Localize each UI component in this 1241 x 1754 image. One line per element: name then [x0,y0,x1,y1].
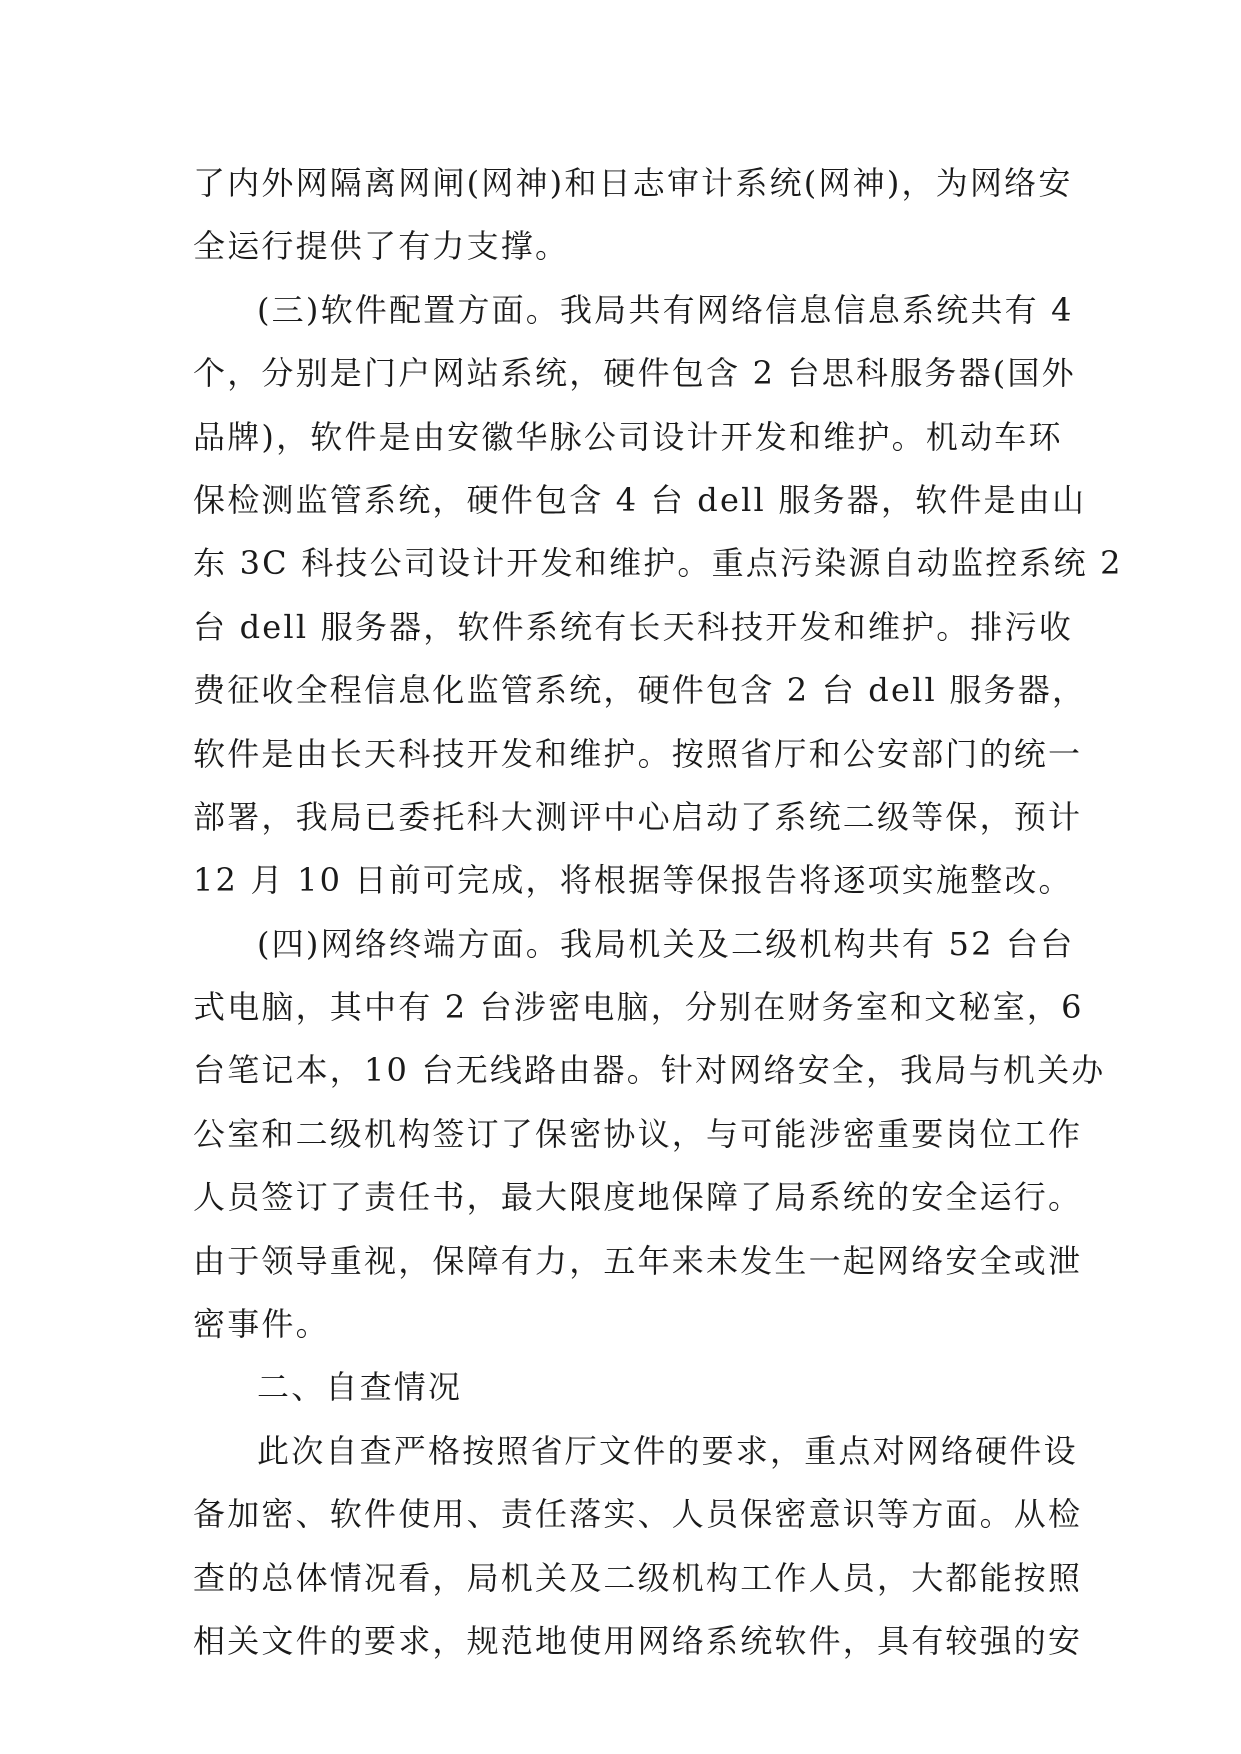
body-line: 个，分别是门户网站系统，硬件包含 2 台思科服务器(国外 [193,354,1076,393]
body-line: 部署，我局已委托科大测评中心启动了系统二级等保，预计 [193,797,1083,836]
body-line: 东 3C 科技公司设计开发和维护。重点污染源自动监控系统 2 [193,544,1123,583]
body-line: 公室和二级机构签订了保密协议，与可能涉密重要岗位工作 [193,1114,1083,1153]
body-line: 相关文件的要求，规范地使用网络系统软件，具有较强的安 [193,1621,1083,1660]
body-line: 12 月 10 日前可完成，将根据等保报告将逐项实施整改。 [193,861,1073,900]
body-line: 查的总体情况看，局机关及二级机构工作人员，大都能按照 [193,1558,1083,1597]
section-heading-terminals: (四)网络终端方面。我局机关及二级机构共有 52 台台 [257,924,1075,963]
body-line: 此次自查严格按照省厅文件的要求，重点对网络硬件设 [257,1431,1078,1470]
body-line: 密事件。 [193,1305,330,1344]
body-line: 台 dell 服务器，软件系统有长天科技开发和维护。排污收 [193,607,1074,646]
body-line: 人员签订了责任书，最大限度地保障了局系统的安全运行。 [193,1178,1083,1217]
body-line: 了内外网隔离网闸(网神)和日志审计系统(网神)，为网络安 [193,164,1073,202]
body-line: 保检测监管系统，硬件包含 4 台 dell 服务器，软件是由山 [193,480,1087,519]
section-heading-software: (三)软件配置方面。我局共有网络信息信息系统共有 4 [257,290,1074,329]
document-body [193,152,1123,1673]
body-line: 备加密、软件使用、责任落实、人员保密意识等方面。从检 [193,1495,1083,1534]
body-line: 品牌)，软件是由安徽华脉公司设计开发和维护。机动车环 [193,417,1063,456]
body-line: 台笔记本，10 台无线路由器。针对网络安全，我局与机关办 [193,1051,1106,1090]
body-line: 式电脑，其中有 2 台涉密电脑，分别在财务室和文秘室，6 [193,988,1084,1027]
body-line: 费征收全程信息化监管系统，硬件包含 2 台 dell 服务器， [193,671,1087,710]
body-line: 由于领导重视，保障有力，五年来未发生一起网络安全或泄 [193,1241,1083,1280]
section-heading-self-check: 二、自查情况 [257,1368,463,1407]
body-line: 软件是由长天科技开发和维护。按照省厅和公安部门的统一 [193,734,1083,773]
body-line: 全运行提供了有力支撑。 [193,227,570,266]
